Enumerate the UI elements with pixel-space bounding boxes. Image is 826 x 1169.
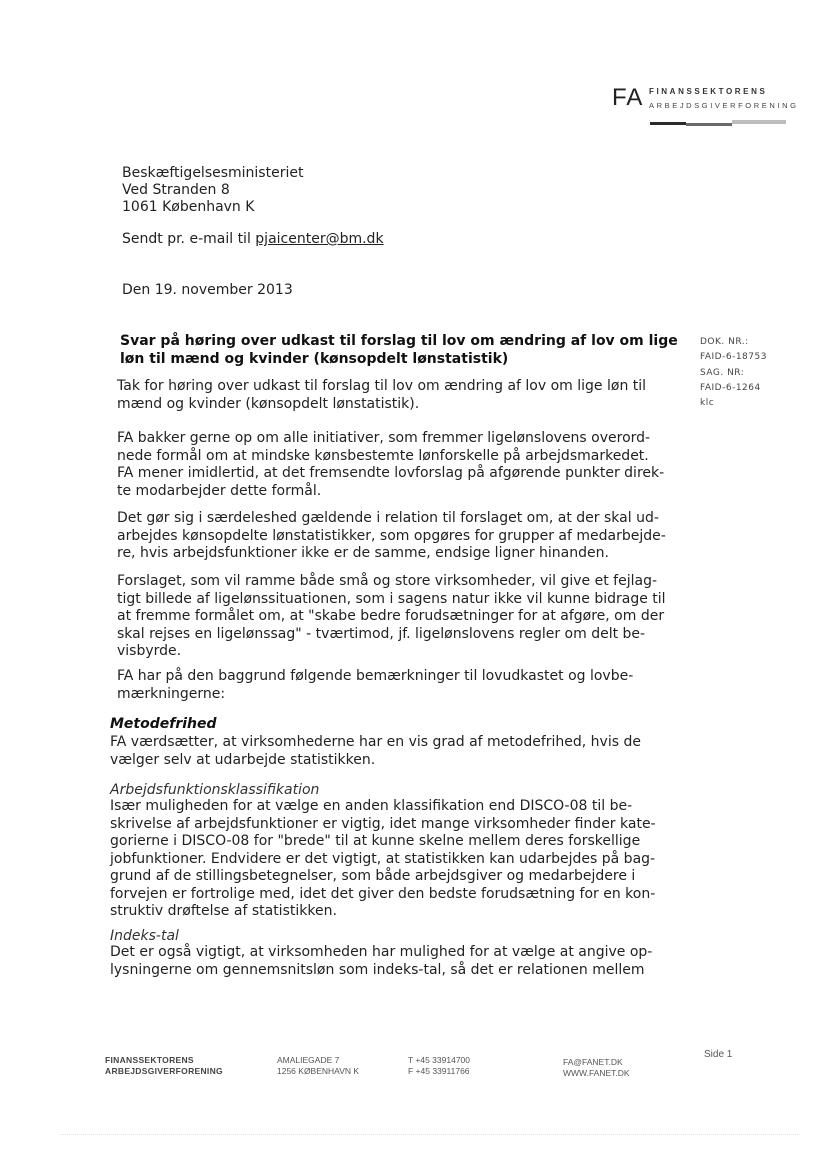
case-number-label: SAG. NR: bbox=[700, 367, 745, 378]
title-line: Svar på høring over udkast til forslag til lov om ændring af lov om lige bbox=[120, 333, 678, 349]
text-line: lysningerne om gennemsnitsløn som indeks-tal, så det er relationen mellem bbox=[110, 961, 645, 978]
footer-org-line: ARBEJDSGIVERFORENING bbox=[105, 1066, 223, 1076]
scan-artifact-line bbox=[60, 1134, 800, 1136]
address-line: Ved Stranden 8 bbox=[122, 182, 230, 198]
text-line: Forslaget, som vil ramme både små og store virksomheder, vil give et fejlag- bbox=[117, 573, 658, 589]
text-line: re, hvis arbejdsfunktioner ikke er de samme, endsige ligner hinanden. bbox=[117, 545, 609, 561]
text-line: at fremme formålet om, at "skabe bedre forudsætninger for at afgøre, om der bbox=[117, 608, 665, 624]
text-line: forvejen er fortrolige med, idet det giver den bedste forudsætning for en kon- bbox=[110, 885, 656, 902]
footer-email[interactable]: FA@FANET.DK bbox=[563, 1057, 623, 1067]
section-body bbox=[110, 798, 656, 921]
recipient-address bbox=[122, 165, 303, 216]
section-heading-metodefrihed: Metodefrihed bbox=[110, 716, 217, 732]
letter-date: Den 19. november 2013 bbox=[122, 282, 293, 298]
doc-number-label: DOK. NR.: bbox=[700, 337, 749, 347]
case-number: FAID-6-1264 bbox=[700, 382, 761, 393]
section-heading-arbejdsfunktion: Arbejdsfunktionsklassifikation bbox=[110, 782, 320, 798]
text-line: tigt billede af ligelønssituationen, som i sagens natur ikke vil kunne bidrage til bbox=[117, 590, 666, 607]
text-line: jobfunktioner. Endvidere er det vigtigt, at statistikken kan udarbejdes på bag- bbox=[110, 850, 656, 867]
page-number: Side 1 bbox=[704, 1049, 733, 1060]
footer-address-line: 1256 KØBENHAVN K bbox=[277, 1066, 360, 1076]
address-line: 1061 København K bbox=[122, 199, 255, 215]
text-line: mænd og kvinder (kønsopdelt lønstatistik). bbox=[117, 395, 420, 412]
text-line: Det er også vigtigt, at virksomheden har mulighed for at vælge at angive op- bbox=[110, 944, 653, 960]
footer-contact bbox=[563, 1057, 630, 1079]
text-line: Det gør sig i særdeleshed gældende i relation til forslaget om, at der skal ud- bbox=[117, 510, 659, 526]
footer-address-line: AMALIEGADE 7 bbox=[277, 1055, 340, 1065]
logo-mark: FA bbox=[612, 84, 644, 111]
text-line: Tak for høring over udkast til forslag til lov om ændring af lov om lige løn til bbox=[117, 378, 647, 394]
section-heading-indeks-tal: Indeks-tal bbox=[110, 928, 179, 944]
text-line: vælger selv at udarbejde statistikken. bbox=[110, 751, 376, 768]
section-body bbox=[110, 944, 653, 979]
footer-phone-line: T +45 33914700 bbox=[408, 1055, 470, 1065]
text-line: grund af de stillingsbetegnelser, som både arbejdsgiver og medarbejdere i bbox=[110, 868, 636, 884]
sent-by-email bbox=[122, 231, 384, 247]
text-line: FA har på den baggrund følgende bemærkninger til lovudkastet og lovbe- bbox=[117, 668, 634, 684]
footer-address bbox=[277, 1055, 359, 1077]
section-body bbox=[110, 734, 650, 769]
sent-prefix: Sendt pr. e-mail til bbox=[122, 231, 256, 247]
text-line: arbejdes kønsopdelte lønstatistikker, som opgøres for grupper af medarbejde- bbox=[117, 527, 666, 544]
recipient-email-link[interactable]: pjaicenter@bm.dk bbox=[255, 231, 384, 247]
paragraph bbox=[117, 573, 666, 661]
paragraph bbox=[117, 378, 657, 413]
text-line: FA bakker gerne op om alle initiativer, som fremmer ligelønslovens overord- bbox=[117, 430, 651, 446]
doc-number: FAID-6-18753 bbox=[700, 352, 767, 363]
text-line: skal rejses en ligelønssag" - tværtimod, jf. ligelønslovens regler om delt be- bbox=[117, 625, 646, 642]
footer-phone bbox=[408, 1055, 470, 1077]
author-initials: klc bbox=[700, 398, 715, 409]
logo-org-line1: FINANSSEKTORENS bbox=[649, 87, 768, 96]
footer-fax-line: F +45 33911766 bbox=[408, 1066, 470, 1076]
paragraph bbox=[117, 430, 665, 500]
footer-org bbox=[105, 1055, 223, 1077]
text-line: nede formål om at mindske kønsbestemte lønforskelle på arbejdsmarkedet. bbox=[117, 447, 649, 464]
text-line: mærkningerne: bbox=[117, 685, 226, 702]
text-line: struktiv drøftelse af statistikken. bbox=[110, 903, 337, 919]
footer-website[interactable]: WWW.FANET.DK bbox=[563, 1068, 630, 1078]
text-line: Især muligheden for at vælge en anden klassifikation end DISCO-08 til be- bbox=[110, 798, 633, 814]
text-line: FA mener imidlertid, at det fremsendte lovforslag på afgørende punkter direk- bbox=[117, 465, 665, 481]
logo-underline-graphic bbox=[650, 120, 786, 128]
paragraph bbox=[117, 668, 657, 703]
address-line: Beskæftigelsesministeriet bbox=[122, 165, 304, 181]
reference-block bbox=[700, 335, 767, 411]
logo-org-line2: ARBEJDSGIVERFORENING bbox=[649, 101, 799, 110]
text-line: gorierne i DISCO-08 for "brede" til at kunne skelne mellem deres forskellige bbox=[110, 833, 641, 849]
text-line: te modarbejder dette formål. bbox=[117, 482, 322, 499]
paragraph bbox=[117, 510, 666, 563]
text-line: visbyrde. bbox=[117, 643, 182, 659]
footer-org-line: FINANSSEKTORENS bbox=[105, 1055, 194, 1065]
letter-title bbox=[120, 332, 678, 368]
title-line: løn til mænd og kvinder (kønsopdelt lønstatistik) bbox=[120, 351, 509, 367]
text-line: skrivelse af arbejdsfunktioner er vigtig, idet mange virksomheder finder kate- bbox=[110, 815, 656, 832]
text-line: FA værdsætter, at virksomhederne har en vis grad af metodefrihed, hvis de bbox=[110, 734, 641, 750]
